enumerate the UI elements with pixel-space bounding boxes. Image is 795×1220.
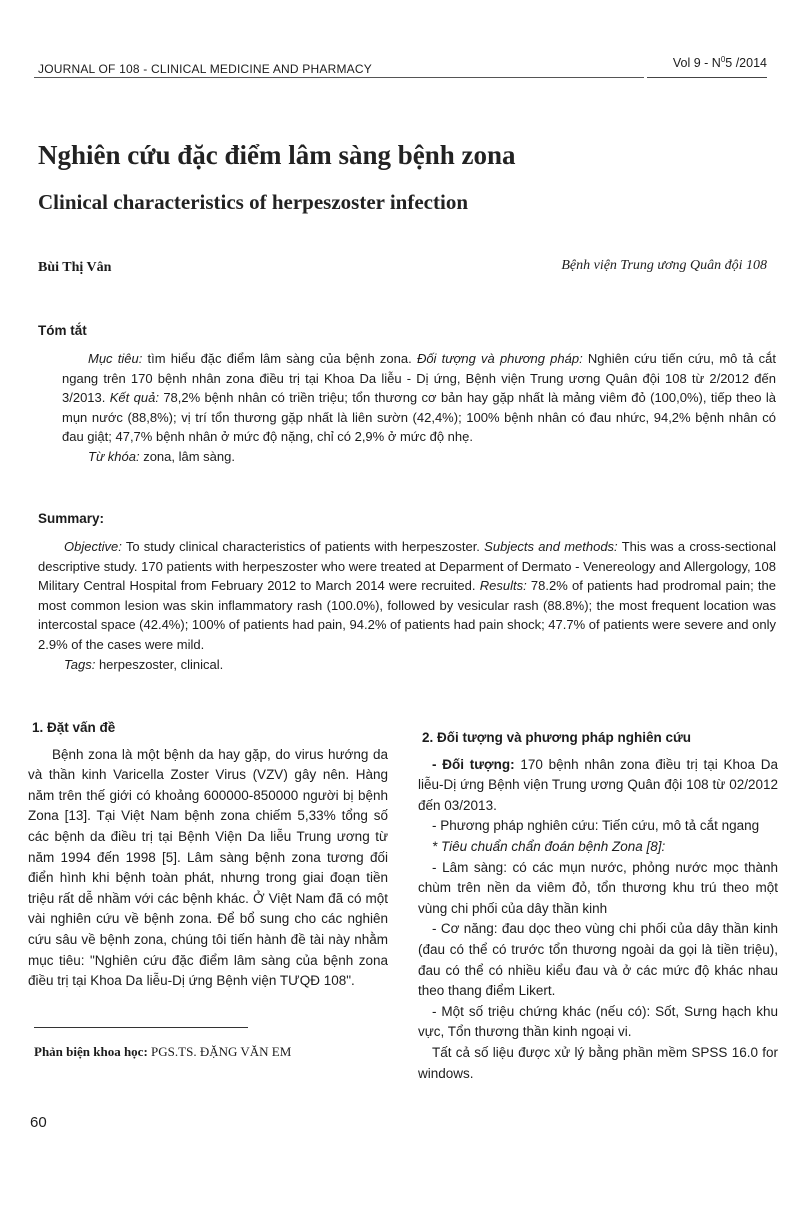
title-vietnamese: Nghiên cứu đặc điểm lâm sàng bệnh zona (38, 140, 516, 170)
section-2-criteria-heading: * Tiêu chuẩn chẩn đoán bệnh Zona [8]: (432, 838, 666, 854)
abstract-vi-heading: Tóm tắt (38, 323, 87, 338)
title-english: Clinical characteristics of herpeszoster infection (38, 190, 468, 214)
section-2-statistics: Tất cả số liệu được xử lý bằng phần mềm SPSS 16.0 for windows. (418, 1044, 778, 1081)
section-2-other-symptoms: - Một số triệu chứng khác (nếu có): Sốt, Sưng hạch khu vực, Tổn thương thần kinh ngoại vi. (418, 1003, 778, 1040)
section-1-heading: 1. Đặt vấn đề (32, 720, 116, 735)
author-affiliation: Bệnh viện Trung ương Quân đội 108 (561, 258, 767, 273)
abstract-vi-keywords: Từ khóa: zona, lâm sàng. (88, 448, 235, 464)
section-2-functional: - Cơ năng: đau dọc theo vùng chi phối của dây thần kinh (đau có thể có trước tổn thương ngoài da gọi là tiền triệu), đau có thể có nhiều kiểu đau và ở các mức độ khác nhau theo thang điểm Likert. (418, 921, 778, 999)
running-header (34, 52, 767, 78)
header-rule-left (34, 77, 644, 78)
summary-heading: Summary: (38, 511, 105, 526)
left-column (28, 718, 388, 992)
abstract-en-body: Objective: To study clinical characteristics of patients with herpeszoster. Subjects and methods: This was a cross-sectional descriptive study. 170 patients with herpeszoster who were treated at Deparment of Dermato - Venereology and Allergology, 108 Military Central Hospital from February 2012 to March 2014 were recruited. Results: 78.2% of patients had prodromal pain; the most common lesion was skin inflammatory rash (100.0%), followed by vesicular rash (88.8%); the most frequent location was intercostal space (42.4%); 100% of patients had pain, 94.2% of patients had pain shock; 47.7% of patients were severe and only 2.9% of the cases were mild. (38, 539, 777, 652)
section-2-heading: 2. Đối tượng và phương pháp nghiên cứu (422, 730, 692, 745)
section-2-subjects: - Đối tượng: 170 bệnh nhân zona điều trị tại Khoa Da liễu-Dị ứng Bệnh viện Trung ương Quân đội 108 từ 02/2012 đến 03/2013. (418, 756, 778, 813)
page-number: 60 (30, 1114, 47, 1131)
abstract-vi-body: Mục tiêu: tìm hiểu đặc điểm lâm sàng của bệnh zona. Đối tượng và phương pháp: Nghiên cứu tiến cứu, mô tả cắt ngang trên 170 bệnh nhân zona điều trị tại Khoa Da liễu - Dị ứng, Bệnh viện Trung ương Quân đội 108 từ 2/2012 đến 3/2013. Kết quả: 78,2% bệnh nhân có triền triệu; tổn thương cơ bản hay gặp nhất là mảng viêm đỏ (100,0%), tiếp theo là mụn nước (88,8%); vị trí tổn thương gặp nhất là liên sườn (42,4%); 100% bệnh nhân có đau nhức, 94,2% bệnh nhân có đau giật; 47,7% bệnh nhân ở mức độ nặng, chỉ có 2,9% ở mức độ nhẹ. (62, 351, 776, 445)
abstract-en (38, 537, 776, 674)
author-name: Bùi Thị Vân (38, 260, 112, 275)
abstract-vi (62, 349, 776, 467)
section-1-paragraph: Bệnh zona là một bệnh da hay gặp, do virus hướng da và thần kinh Varicella Zoster Virus (VZV) gây nên. Hàng năm trên thế giới có khoảng 600000-850000 người bị bệnh Zona [13]. Tại Việt Nam bệnh zona chiếm 5,33% tổng số các bệnh da điều trị tại Bệnh Viện Da liễu Trung ương từ năm 1994 đến 1998 [5]. Lâm sàng bệnh zona tương đối điển hình khi bệnh toàn phát, nhưng trong giai đoạn tiền triệu rất dễ nhầm với các bệnh khác. Ở Việt Nam đã có một vài nghiên cứu về bệnh zona. Để bổ sung cho các nghiên cứu sâu về bệnh zona, chúng tôi tiến hành đề tài này nhằm mục tiêu: "Nghiên cứu đặc điểm lâm sàng của bệnh zona điều trị tại Khoa Da liễu-Dị ứng Bệnh viện TƯQĐ 108". (28, 746, 388, 989)
section-2-clinical: - Lâm sàng: có các mụn nước, phỏng nước mọc thành chùm trên nền da viêm đỏ, tổn thương khu trú theo một vùng chi phối của dây thần kinh (418, 859, 778, 916)
footnote: Phản biện khoa học: PGS.TS. ĐẶNG VĂN EM (34, 1044, 292, 1059)
right-column (418, 718, 778, 1084)
section-2-method: - Phương pháp nghiên cứu: Tiến cứu, mô tả cắt ngang (432, 818, 760, 834)
volume-issue: Vol $9 - N^05$ /2014 (672, 55, 767, 71)
footnote-rule (34, 1027, 248, 1028)
abstract-en-tags: Tags: herpeszoster, clinical. (64, 656, 224, 672)
header-rule-right (647, 77, 767, 78)
journal-name: JOURNAL OF 108 - CLINICAL MEDICINE AND PHARMACY (38, 62, 372, 76)
